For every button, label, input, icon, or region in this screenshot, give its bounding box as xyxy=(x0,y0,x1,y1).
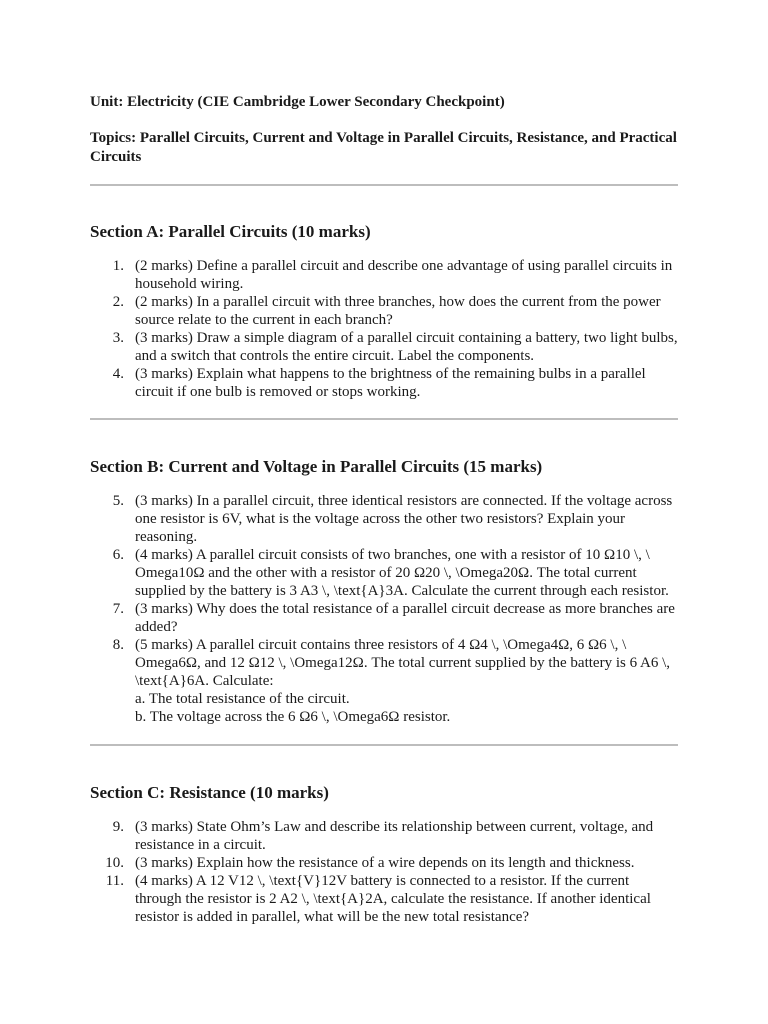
question-text: (2 marks) In a parallel circuit with three branches, how does the current from the power source relate to the current in each branch? xyxy=(135,294,661,328)
question-number: 4. xyxy=(112,366,124,382)
divider-top xyxy=(90,184,678,186)
question-7 xyxy=(90,600,678,636)
topics-heading: Topics: Parallel Circuits, Current and Voltage in Parallel Circuits, Resistance, and Practical Circuits xyxy=(90,130,677,165)
question-9 xyxy=(90,818,678,854)
question-text: (4 marks) A 12 V12 \, \text{V}12V battery is connected to a resistor. If the current through the resistor is 2 A2 \, \text{A}2A, calculate the resistance. If another identical resistor is added in parallel, what will be the new total resistance? xyxy=(135,873,651,925)
question-8-part-a: a. The total resistance of the circuit. xyxy=(135,691,350,707)
question-1 xyxy=(90,257,678,293)
question-text: (3 marks) State Ohm’s Law and describe its relationship between current, voltage, and resistance in a circuit. xyxy=(135,819,654,853)
question-number: 2. xyxy=(112,294,124,310)
question-text: (3 marks) In a parallel circuit, three identical resistors are connected. If the voltage across one resistor is 6V, what is the voltage across the other two resistors? Explain your reasoning. xyxy=(135,493,673,545)
question-text: (4 marks) A parallel circuit consists of two branches, one with a resistor of 10 Ω10 \, \ Omega10Ω and the other with a resistor of 20 Ω20 \, \Omega20Ω. The total current supplied by the battery is 3 A3 \, \text{A}3A. Calculate the current through each resistor. xyxy=(135,547,669,599)
divider-b xyxy=(90,744,678,746)
question-11 xyxy=(90,872,678,926)
section-c-title: Section C: Resistance (10 marks) xyxy=(90,783,329,802)
question-number: 9. xyxy=(112,819,124,835)
question-3 xyxy=(90,329,678,365)
question-text: (3 marks) Explain how the resistance of a wire depends on its length and thickness. xyxy=(135,855,635,871)
question-8 xyxy=(90,636,678,726)
question-number: 6. xyxy=(112,547,124,563)
question-2 xyxy=(90,293,678,329)
section-a-title: Section A: Parallel Circuits (10 marks) xyxy=(90,222,371,241)
document-page xyxy=(90,93,678,926)
section-b-questions xyxy=(90,492,678,726)
question-8-part-b: b. The voltage across the 6 Ω6 \, \Omega6Ω resistor. xyxy=(135,709,451,725)
question-text: (3 marks) Draw a simple diagram of a parallel circuit containing a battery, two light bulbs, and a switch that controls the entire circuit. Label the components. xyxy=(135,330,678,364)
question-10 xyxy=(90,854,678,872)
question-text: (3 marks) Explain what happens to the brightness of the remaining bulbs in a parallel circuit if one bulb is removed or stops working. xyxy=(135,366,646,400)
question-number: 5. xyxy=(112,493,124,509)
question-number: 10. xyxy=(105,855,124,871)
section-a-questions xyxy=(90,257,678,401)
question-text: (5 marks) A parallel circuit contains three resistors of 4 Ω4 \, \Omega4Ω, 6 Ω6 \, \ Omega6Ω, and 12 Ω12 \, \Omega12Ω. The total current supplied by the battery is 6 A6 \, \text{A}6A. Calculate: xyxy=(135,637,670,689)
question-5 xyxy=(90,492,678,546)
question-number: 1. xyxy=(112,258,124,274)
question-number: 3. xyxy=(112,330,124,346)
question-4 xyxy=(90,365,678,401)
question-number: 11. xyxy=(105,873,124,889)
question-number: 8. xyxy=(112,637,124,653)
divider-a xyxy=(90,418,678,420)
section-c-questions xyxy=(90,818,678,926)
section-b-title: Section B: Current and Voltage in Parallel Circuits (15 marks) xyxy=(90,457,543,476)
question-text: (2 marks) Define a parallel circuit and describe one advantage of using parallel circuits in household wiring. xyxy=(135,258,673,292)
question-text: (3 marks) Why does the total resistance of a parallel circuit decrease as more branches are added? xyxy=(135,601,675,635)
question-6 xyxy=(90,546,678,600)
unit-heading: Unit: Electricity (CIE Cambridge Lower Secondary Checkpoint) xyxy=(90,94,505,110)
question-number: 7. xyxy=(112,601,124,617)
